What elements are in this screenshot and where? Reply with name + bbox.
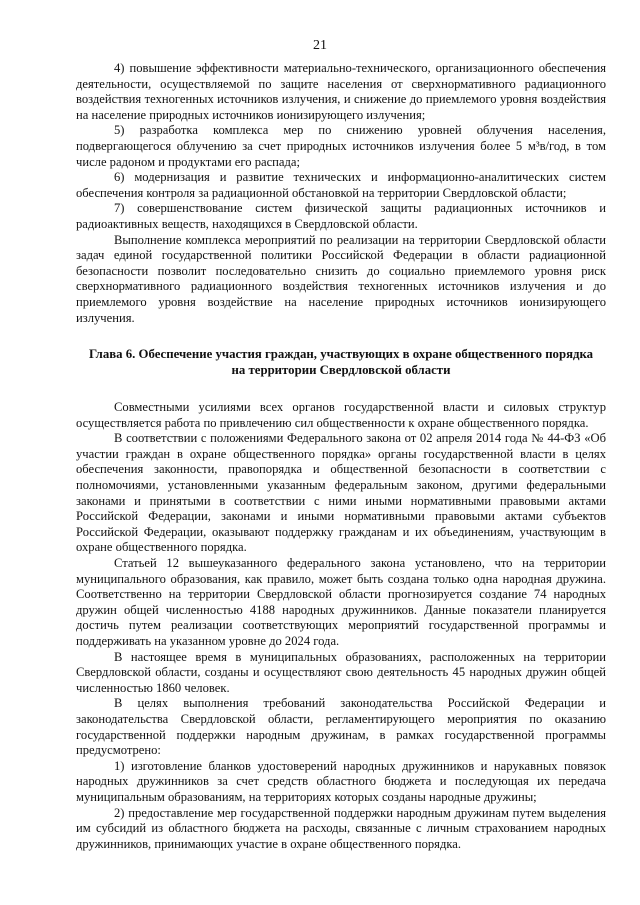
- chapter-heading: [76, 346, 606, 378]
- paragraph: Статьей 12 вышеуказанного федерального закона установлено, что на территории муниципального образования, как правило, может быть создана только одна народная дружина. Соответственно на территории Свердловской области прогнозируется создание 74 народных дружин общей численностью 4188 народных дружинников. Данные показатели планируется достичь путем реализации соответствующих мероприятий государственной программы и поддерживать на указанном уровне до 2024 года.: [76, 556, 606, 648]
- paragraph: 4) повышение эффективности материально-технического, организационного обеспечения деятельности, осуществляемой по защите населения от сверхнормативного радиационного воздействия техногенных источников излучения, и снижение до приемлемого уровня воздействия на население природных источников ионизирующего излучения;: [76, 61, 606, 122]
- paragraph: В целях выполнения требований законодательства Российской Федерации и законодательства Свердловской области, регламентирующего мероприятия по оказанию государственной поддержки народным дружинам, в рамках государственной программы предусмотрено:: [76, 696, 606, 758]
- paragraph: Выполнение комплекса мероприятий по реализации на территории Свердловской области задач единой государственной политики Российской Федерации в области радиационной безопасности позволит последовательно снизить до социально приемлемого уровня риск сверхнормативного радиационного воздействия техногенных источников излучения и до приемлемого уровня воздействие на население природных источников ионизирующего излучения.: [76, 232, 606, 325]
- paragraph: Совместными усилиями всех органов государственной власти и силовых структур осуществляется работа по привлечению сил общественности к охране общественного порядка.: [76, 400, 606, 430]
- chapter-heading-line-1: Глава 6. Обеспечение участия граждан, участвующих в охране общественного порядка: [88, 347, 594, 362]
- chapter-heading-line-2: на территории Свердловской области: [231, 363, 451, 378]
- paragraph: 1) изготовление бланков удостоверений народных дружинников и нарукавных повязок народных дружинников за счет средств областного бюджета и последующая их передача муниципальным образованиям, на территориях которых созданы народные дружины;: [76, 758, 606, 804]
- paragraph: 6) модернизация и развитие технических и информационно-аналитических систем обеспечения контроля за радиационной обстановкой на территории Свердловской области;: [76, 170, 606, 200]
- document-body: [76, 61, 606, 852]
- page-number: 21: [313, 38, 327, 53]
- paragraph: 7) совершенствование систем физической защиты радиационных источников и радиоактивных веществ, находящихся в Свердловской области.: [76, 201, 606, 231]
- paragraph: В соответствии с положениями Федерального закона от 02 апреля 2014 года № 44-ФЗ «Об участии граждан в охране общественного порядка» органы государственной власти в целях обеспечения законности, правопорядка и общественной безопасности в соответствии с полномочиями, установленными указанным федеральным законом, другими федеральными законами и принятыми в соответствии с ними иными нормативными правовыми актами Российской Федерации, законами и иными нормативными правовыми актами субъектов Российской Федерации, оказывают поддержку гражданам и их объединениям, участвующим в охране общественного порядка.: [76, 431, 606, 555]
- paragraph: 5) разработка комплекса мер по снижению уровней облучения населения, подвергающегося облучению за счет природных источников излучения более 5 м³в/год, в том числе радоном и продуктами его распада;: [76, 123, 606, 169]
- paragraph: В настоящее время в муниципальных образованиях, расположенных на территории Свердловской области, созданы и осуществляют свою деятельность 45 народных дружин общей численностью 1860 человек.: [76, 649, 606, 695]
- paragraph: 2) предоставление мер государственной поддержки народным дружинам путем выделения им субсидий из областного бюджета на расходы, связанные с личным страхованием народных дружинников, принимающих участие в охране общественного порядка.: [76, 805, 606, 851]
